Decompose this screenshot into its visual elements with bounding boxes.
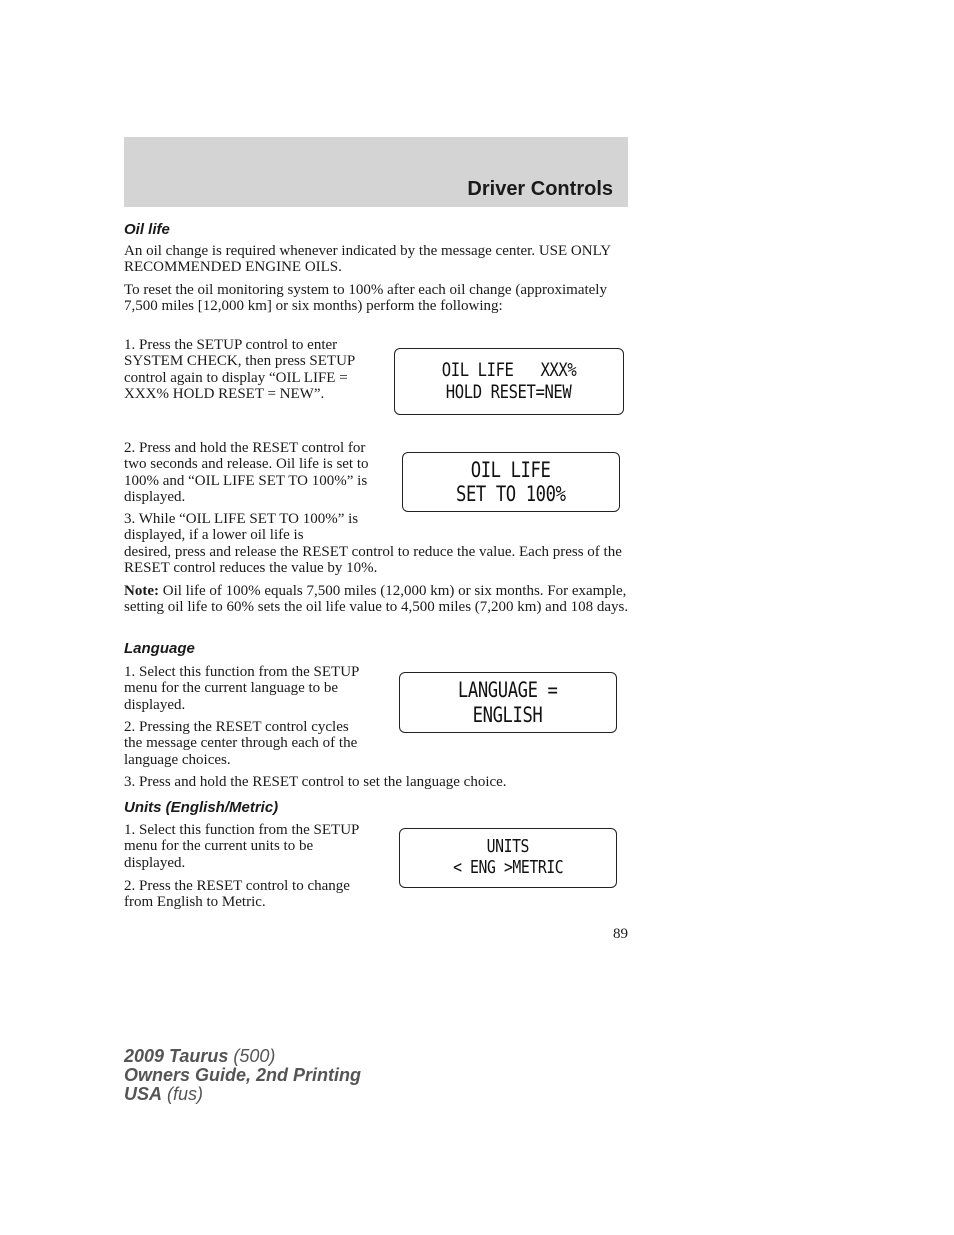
page-number: 89 xyxy=(613,926,628,942)
language-heading: Language xyxy=(124,640,195,657)
units-step-1: 1. Select this function from the SETUP menu for the current units to be displayed. xyxy=(124,822,359,871)
oil-life-reset-intro: To reset the oil monitoring system to 100% after each oil change (approximately 7,500 miles [12,000 km] or six months) perform the following: xyxy=(124,282,607,315)
lcd-units-display xyxy=(399,828,617,888)
lcd-oil-life-set-display xyxy=(402,452,620,512)
oil-life-step-1: 1. Press the SETUP control to enter SYSTEM CHECK, then press SETUP control again to display “OIL LIFE = XXX% HOLD RESET = NEW”. xyxy=(124,337,355,403)
units-step-2: 2. Press the RESET control to change from English to Metric. xyxy=(124,878,350,911)
lcd-line-2: SET TO 100% xyxy=(456,482,566,506)
lcd-line-2: ENGLISH xyxy=(473,702,543,727)
lcd-line-1: OIL LIFE xyxy=(471,457,551,482)
oil-life-step-2: 2. Press and hold the RESET control for two seconds and release. Oil life is set to 100% and “OIL LIFE SET TO 100%” is displayed. xyxy=(124,440,369,506)
page-section-title: Driver Controls xyxy=(467,178,613,200)
oil-life-note xyxy=(124,583,630,616)
footer-line-1: 2009 Taurus (500) xyxy=(124,1046,276,1066)
lcd-line-1: OIL LIFE XXX% xyxy=(441,358,577,381)
note-label: Note: xyxy=(124,583,159,599)
oil-life-step-3-end: desired, press and release the RESET control to reduce the value. Each press of the RESET control reduces the value by 10%. xyxy=(124,544,622,577)
oil-life-intro: An oil change is required whenever indicated by the message center. USE ONLY RECOMMENDED ENGINE OILS. xyxy=(124,243,611,276)
footer-edition xyxy=(124,1047,361,1104)
lcd-line-1: LANGUAGE = xyxy=(458,678,558,703)
footer-line-3: USA (fus) xyxy=(124,1084,204,1104)
note-text: Oil life of 100% equals 7,500 miles (12,000 km) or six months. For example, setting oil life to 60% sets the oil life value to 4,500 miles (7,200 km) and 108 days. xyxy=(124,583,629,616)
lcd-language-display xyxy=(399,672,617,733)
lcd-line-2: < ENG >METRIC xyxy=(452,857,564,878)
oil-life-heading: Oil life xyxy=(124,221,170,238)
lcd-oil-life-display xyxy=(394,348,624,415)
language-step-3: 3. Press and hold the RESET control to set the language choice. xyxy=(124,774,507,790)
units-heading: Units (English/Metric) xyxy=(124,799,279,816)
language-step-2: 2. Pressing the RESET control cycles the message center through each of the language choices. xyxy=(124,719,358,768)
language-step-1: 1. Select this function from the SETUP menu for the current language to be displayed. xyxy=(124,664,359,713)
lcd-line-2: HOLD RESET=NEW xyxy=(446,380,572,403)
footer-line-2: Owners Guide, 2nd Printing xyxy=(124,1065,362,1085)
header-band xyxy=(124,137,628,207)
lcd-line-1: UNITS xyxy=(486,836,530,858)
oil-life-step-3-start: 3. While “OIL LIFE SET TO 100%” is displayed, if a lower oil life is xyxy=(124,511,359,544)
